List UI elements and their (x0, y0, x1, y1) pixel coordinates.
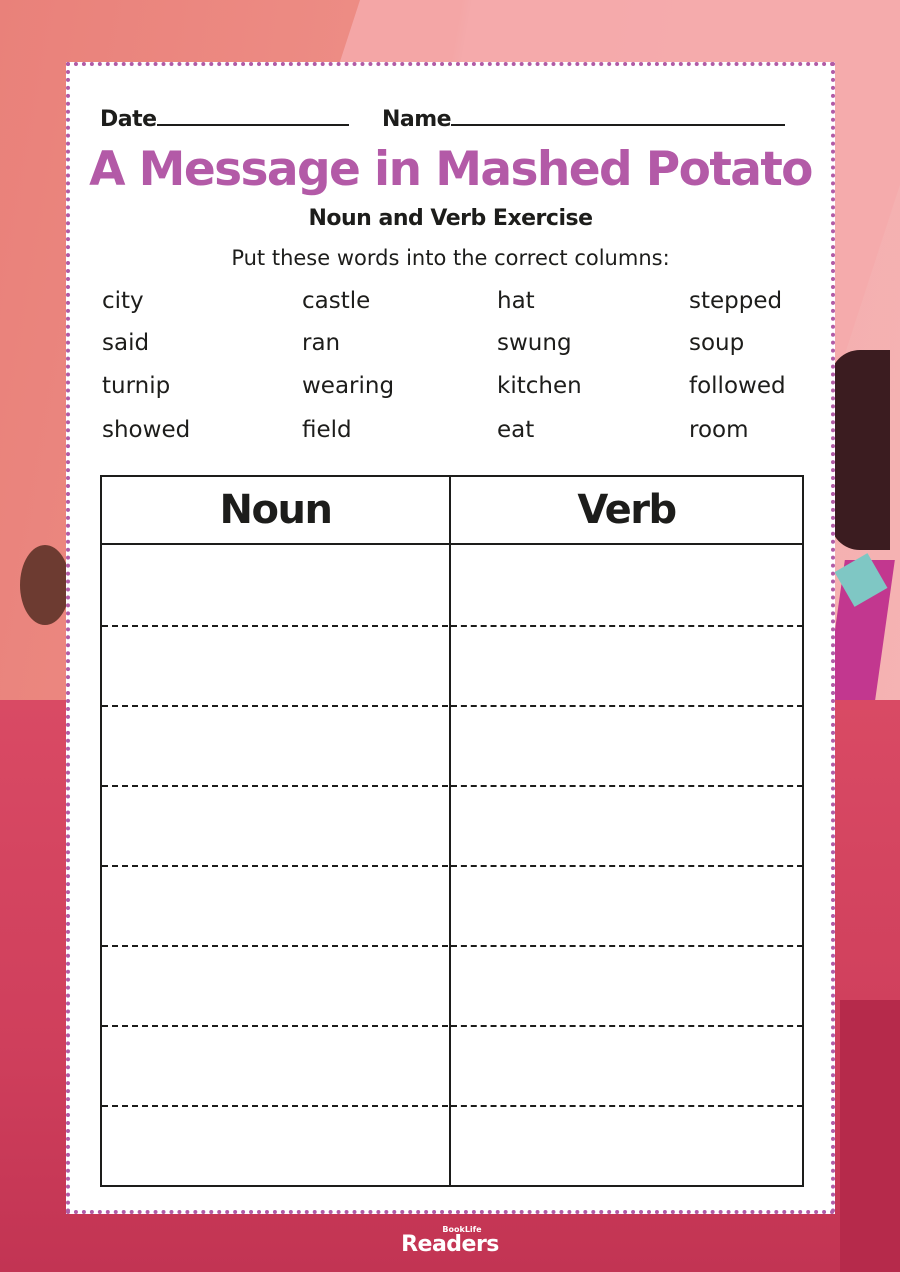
noun-writing-line[interactable] (102, 945, 448, 947)
noun-writing-line[interactable] (102, 625, 448, 627)
date-label: Date (100, 107, 157, 132)
noun-writing-line[interactable] (102, 785, 448, 787)
word-item: kitchen (497, 373, 582, 399)
word-item: soup (689, 330, 745, 356)
verb-writing-line[interactable] (451, 785, 803, 787)
word-item: swung (497, 330, 572, 356)
word-item: wearing (302, 373, 395, 399)
date-line[interactable] (157, 102, 349, 126)
word-item: room (689, 417, 749, 443)
column-divider (449, 477, 451, 1185)
word-item: hat (497, 288, 535, 314)
verb-writing-line[interactable] (451, 1105, 803, 1107)
word-bank (102, 288, 802, 458)
noun-writing-line[interactable] (102, 1105, 448, 1107)
verb-writing-line[interactable] (451, 865, 803, 867)
name-field[interactable] (382, 102, 785, 132)
sorting-table (100, 475, 804, 1187)
word-item: followed (689, 373, 786, 399)
word-item: castle (302, 288, 371, 314)
word-item: said (102, 330, 150, 356)
name-label: Name (382, 107, 452, 132)
noun-column-header: Noun (219, 487, 332, 533)
word-item: ran (302, 330, 341, 356)
header-divider (102, 543, 802, 545)
word-item: city (102, 288, 144, 314)
worksheet-title: A Message in Mashed Potato (89, 142, 812, 197)
worksheet-subtitle: Noun and Verb Exercise (308, 206, 593, 231)
logo-text: Readers (401, 1232, 499, 1257)
booklife-readers-logo (0, 1226, 900, 1256)
logo-small-text: BookLife (442, 1225, 482, 1234)
word-item: stepped (689, 288, 783, 314)
worksheet (66, 62, 835, 1214)
verb-column-header: Verb (577, 487, 676, 533)
instructions: Put these words into the correct columns: (231, 246, 670, 270)
verb-writing-line[interactable] (451, 945, 803, 947)
verb-writing-line[interactable] (451, 705, 803, 707)
noun-writing-line[interactable] (102, 865, 448, 867)
word-item: field (302, 417, 352, 443)
header-fields (100, 102, 801, 136)
verb-writing-line[interactable] (451, 1025, 803, 1027)
name-line[interactable] (451, 102, 785, 126)
noun-writing-line[interactable] (102, 705, 448, 707)
date-field[interactable] (100, 102, 349, 132)
word-item: turnip (102, 373, 171, 399)
verb-writing-line[interactable] (451, 625, 803, 627)
noun-writing-line[interactable] (102, 1025, 448, 1027)
word-item: showed (102, 417, 191, 443)
word-item: eat (497, 417, 535, 443)
